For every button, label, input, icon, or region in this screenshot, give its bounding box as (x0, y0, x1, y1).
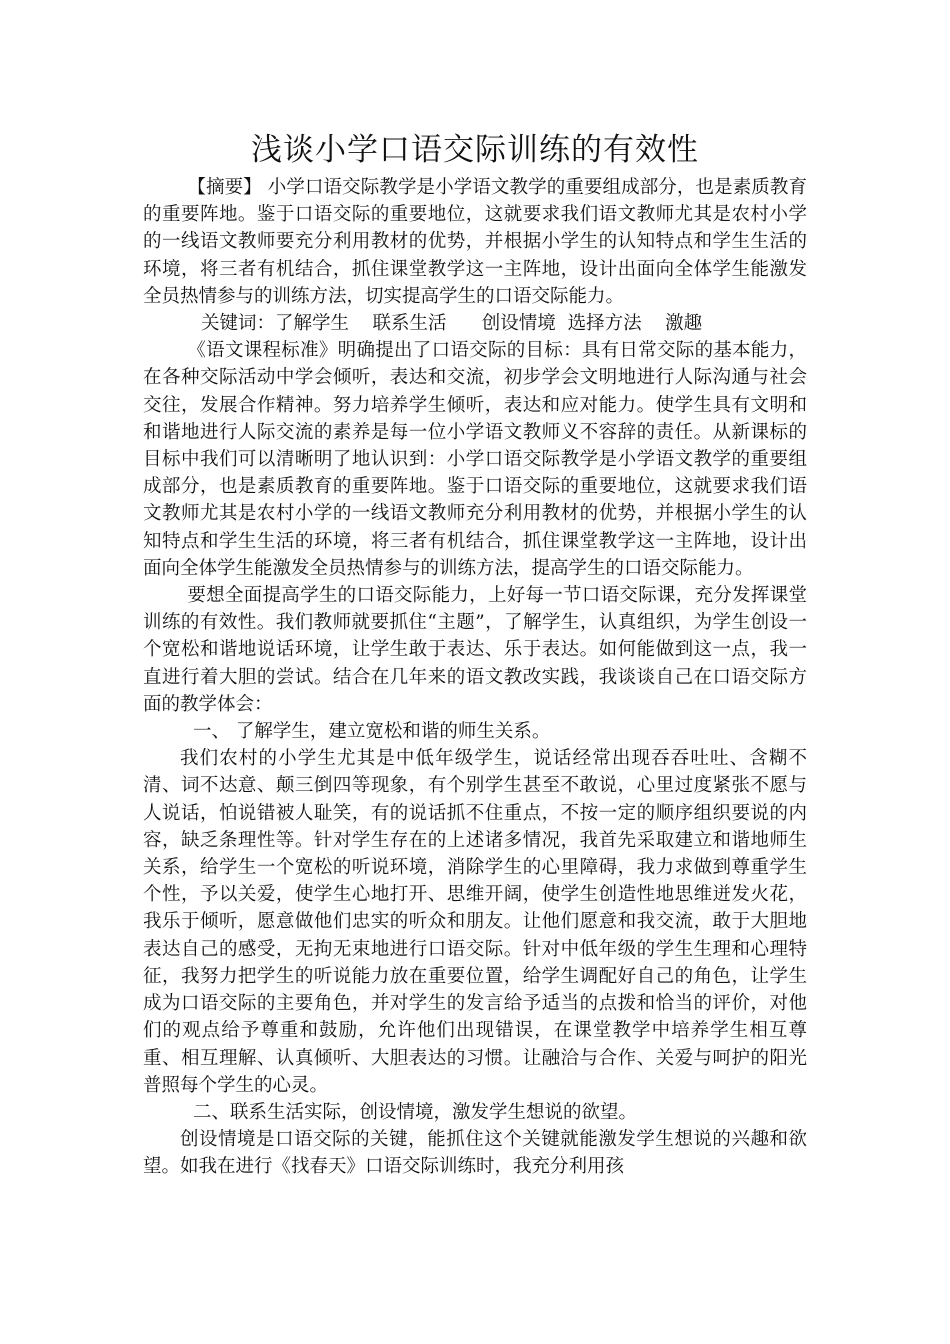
document-page (143, 128, 807, 1181)
section-1-body: 我们农村的小学生尤其是中低年级学生，说话经常出现吞吞吐吐、含糊不清、词不达意、颠三倒四等现象，有个别学生甚至不敢说，心里过度紧张不愿与人说话，怕说错被人耻笑，有的说话抓不住重点，不按一定的顺序组织要说的内容，缺乏条理性等。针对学生存在的上述诸多情况，我首先采取建立和谐地师生关系，给学生一个宽松的听说环境，消除学生的心里障碍，我力求做到尊重学生个性，予以关爱，使学生心地打开、思维开阔，使学生创造性地思维迸发火花，我乐于倾听，愿意做他们忠实的听众和朋友。让他们愿意和我交流，敢于大胆地表达自己的感受，无拘无束地进行口语交际。针对中低年级的学生生理和心理特征，我努力把学生的听说能力放在重要位置，给学生调配好自己的角色，让学生成为口语交际的主要角色，并对学生的发言给予适当的点拨和恰当的评价，对他们的观点给予尊重和鼓励，允许他们出现错误，在课堂教学中培养学生相互尊重、相互理解、认真倾听、大胆表达的习惯。让融洽与合作、关爱与呵护的阳光普照每个学生的心灵。 (143, 748, 807, 1096)
section-1-heading: 一、 了解学生，建立宽松和谐的师生关系。 (193, 721, 551, 743)
document-title: 浅谈小学口语交际训练的有效性 (251, 132, 699, 168)
keywords-line: 关键词：了解学生 联系生活 创设情境 选择方法 激趣 (201, 313, 703, 335)
body-paragraph-2: 要想全面提高学生的口语交际能力，上好每一节口语交际课，充分发挥课堂训练的有效性。我们教师就要抓住“主题”，了解学生，认真组织，为学生创设一个宽松和谐地说话环境，让学生敢于表达、乐于表达。如何能做到这一点，我一直进行着大胆的尝试。结合在几年来的语文教改实践，我谈谈自己在口语交际方面的教学体会： (143, 585, 807, 715)
body-paragraph-1: 《语文课程标准》明确提出了口语交际的目标：具有日常交际的基本能力，在各种交际活动中学会倾听，表达和交流，初步学会文明地进行人际沟通与社会交往，发展合作精神。努力培养学生倾听，表达和应对能力。使学生具有文明和和谐地进行人际交流的素养是每一位小学语文教师义不容辞的责任。从新课标的目标中我们可以清晰明了地认识到：小学口语交际教学是小学语文教学的重要组成部分，也是素质教育的重要阵地。鉴于口语交际的重要地位，这就要求我们语文教师尤其是农村小学的一线语文教师充分利用教材的优势，并根据小学生的认知特点和学生生活的环境，将三者有机结合，抓住课堂教学这一主阵地，设计出面向全体学生能激发全员热情参与的训练方法，提高学生的口语交际能力。 (143, 340, 807, 579)
section-2-heading: 二、联系生活实际，创设情境，激发学生想说的欲望。 (193, 1101, 638, 1123)
section-2-body: 创设情境是口语交际的关键，能抓住这个关键就能激发学生想说的兴趣和欲望。如我在进行《找春天》口语交际训练时，我充分利用孩 (143, 1129, 807, 1178)
abstract-paragraph: 【摘要】 小学口语交际教学是小学语文教学的重要组成部分，也是素质教育的重要阵地。鉴于口语交际的重要地位，这就要求我们语文教师尤其是农村小学的一线语文教师要充分利用教材的优势，并根据小学生的认知特点和学生生活的环境，将三者有机结合，抓住课堂教学这一主阵地，设计出面向全体学生能激发全员热情参与的训练方法，切实提高学生的口语交际能力。 (143, 177, 807, 307)
